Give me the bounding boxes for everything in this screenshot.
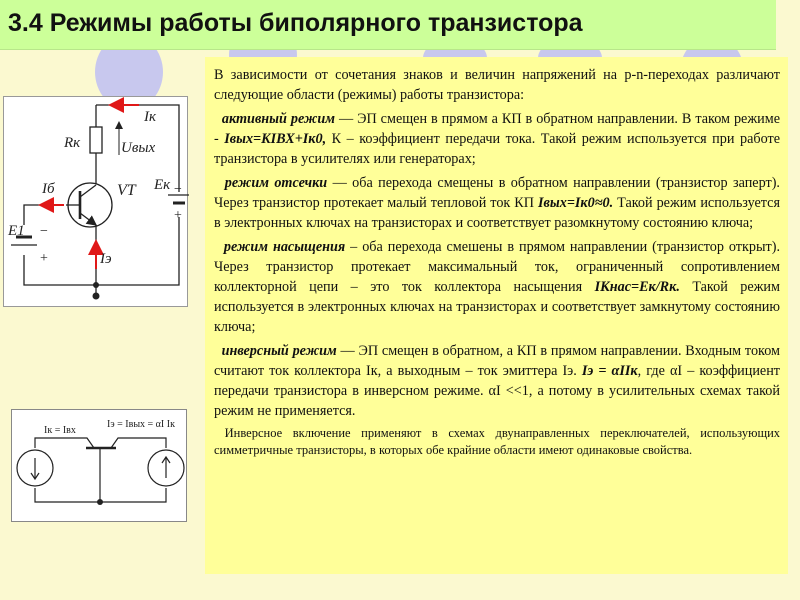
junction-node [97,499,103,505]
mode-cutoff-paragraph [214,173,780,233]
label-ie-out: Iэ = Iвых = αI Iк [107,419,175,430]
label-e1: E1 [8,223,25,239]
label-ek-plus: + [174,208,182,223]
mode-active-text-a: — ЭП смещен в прямом а КП в обратном направлении. В таком режиме - [214,111,781,147]
mode-inverse-text-b: , где αI – коэффициент передачи транзистора в инверсном режиме. αI <<1, а потому в усилительных схемах такой режим не применяется. [214,363,781,419]
mode-active-text-b: К – коэффициент передачи тока. Такой режим используется при работе транзистора в усилителях или генераторах; [214,131,780,167]
mode-cutoff-name: режим отсечки [224,175,328,191]
label-ik: Iк [144,109,157,125]
label-ek: Eк [154,177,171,193]
label-ie: Iэ [100,251,112,267]
closing-paragraph [214,425,780,459]
page-title: 3.4 Режимы работы биполярного транзистора [8,9,583,37]
label-e1-plus: + [40,251,48,266]
label-rk: Rк [64,135,81,151]
text-panel [205,57,788,574]
current-source-left [17,450,53,486]
ground-node [93,282,99,288]
label-e1-minus: − [40,224,48,239]
mode-saturation-name: режим насыщения [223,239,346,255]
inverse-mode-diagram [11,409,187,522]
mode-inverse-formula: Iэ = αIIк [581,363,638,379]
mode-inverse-name: инверсный режим [221,343,337,359]
inverse-circuit-wires [35,438,166,502]
mode-inverse-text-a: — ЭП смещен в обратном, а КП в прямом направлении. Входным током считают ток коллектора Iк, а выходным – ток эмиттера Iэ. [214,343,781,379]
mode-saturation-paragraph [214,237,780,337]
title-bar [0,0,776,50]
transistor-circuit-diagram [3,96,188,307]
mode-inverse-paragraph [214,341,780,421]
closing-text: Инверсное включение применяют в схемах двунаправленных переключателей, использующих симметричные транзисторы, в которых обе крайние области имеют одинаковые свойства. [214,426,781,457]
mode-saturation-formula: IКнас=Eк/Rк. [594,279,680,295]
mode-cutoff-text-a: — оба перехода смещены в обратном направлении (транзистор заперт). Через транзистор протекает малый тепловой ток КП [214,175,780,211]
current-source-right [148,450,184,486]
label-vt: VT [117,182,136,199]
transistor-vt [66,183,112,227]
mode-active-paragraph [214,109,780,169]
resistor-rk [90,127,102,153]
label-ib: Iб [42,181,55,197]
intro-paragraph: В зависимости от сочетания знаков и величин напряжений на p-n-переходах различают следующие области (режимы) работы транзистора: [214,67,780,103]
mode-saturation-text-a: – оба перехода смешены в прямом направлении (транзистор открыт). Через транзистор протекает максимальный ток, ограниченный сопротивлением коллекторной цепи – это ток коллектора насыщения [214,239,780,295]
mode-cutoff-text-b: Такой режим используется в электронных ключах на транзисторах и соответствует разомкнутому состоянию ключа; [214,195,780,231]
mode-saturation-text-b: Такой режим используется в электронных ключах на транзисторах и соответствует замкнутому состоянию ключа; [214,279,780,335]
label-ek-minus: − [174,182,182,197]
label-ik-in: Iк = Iвх [44,425,76,436]
mode-active-formula: Iвых=KIВХ+Iк0, [224,131,327,147]
mode-active-name: активный режим [221,111,336,127]
mode-cutoff-formula: Iвых=Iк0≈0. [538,195,614,211]
label-uout: Uвых [121,140,156,156]
